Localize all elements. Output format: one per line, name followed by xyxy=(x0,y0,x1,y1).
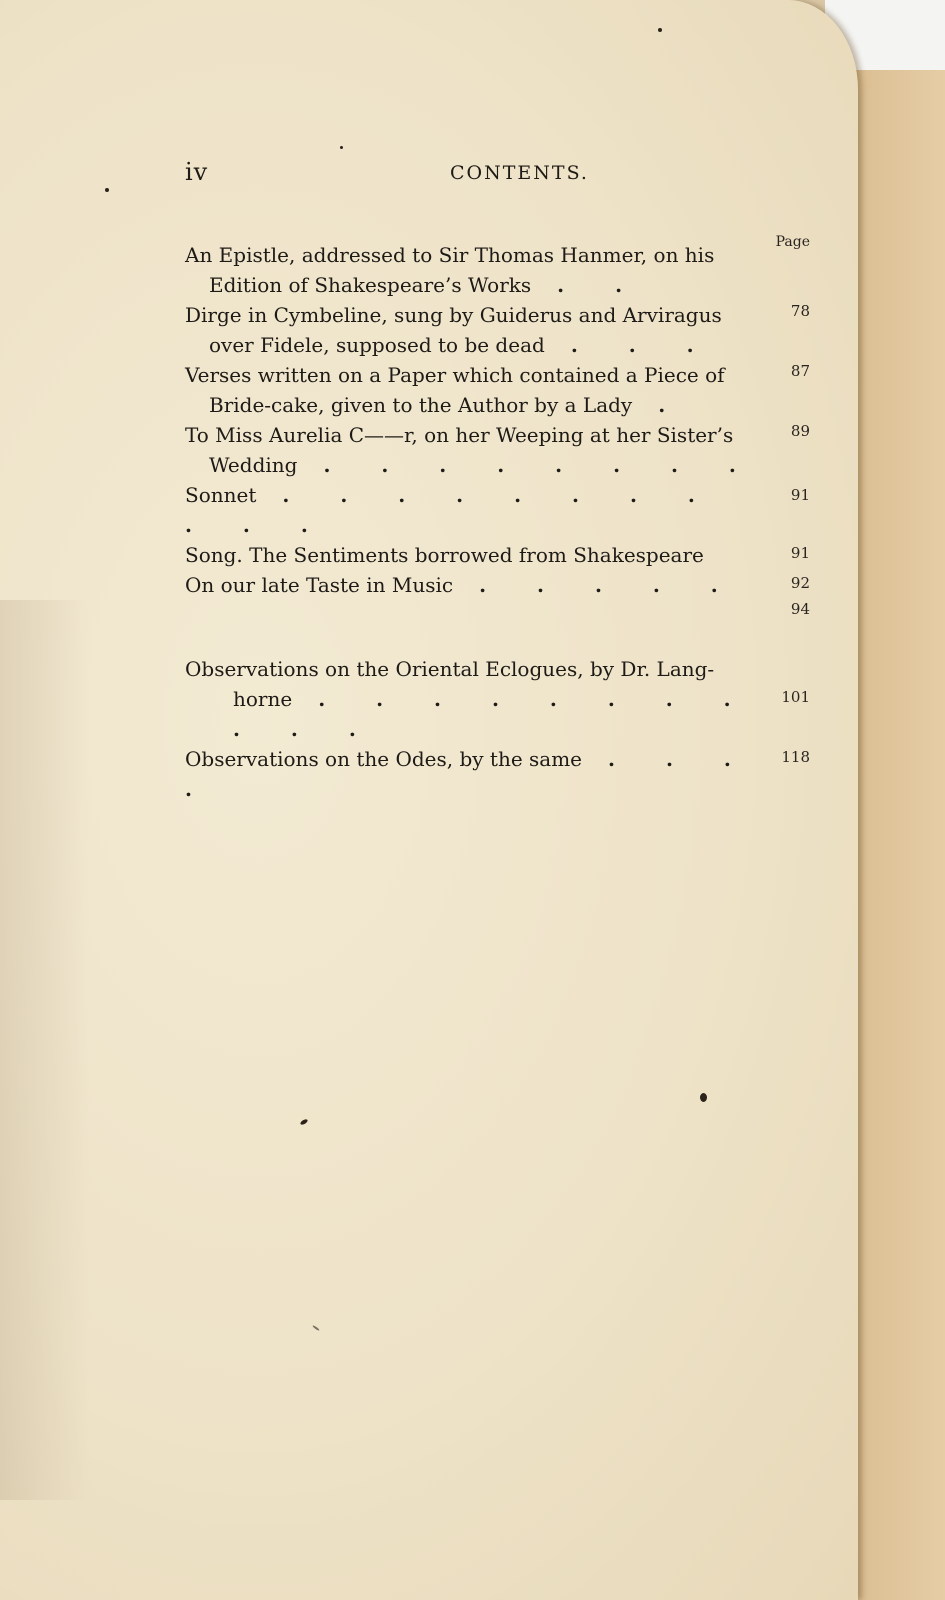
entry-page-number: 101 xyxy=(781,688,810,706)
page-column-label: Page xyxy=(775,234,810,250)
toc-entry xyxy=(185,360,810,420)
page-folio: iv xyxy=(185,158,209,186)
dot-leader: . . . . . . . . . . . xyxy=(233,687,753,741)
dot-leader: . xyxy=(658,393,688,417)
entry-page-number: 92 xyxy=(790,574,810,592)
entry-title: Observations on the Odes, by the same . . . . xyxy=(185,747,753,801)
entry-title: Observations on the Oriental Eclogues, by Dr. Lang- xyxy=(185,657,715,681)
paper-speck xyxy=(700,1093,707,1102)
entry-title: An Epistle, addressed to Sir Thomas Hanmer, on his xyxy=(185,243,715,267)
entry-page-number: 118 xyxy=(781,748,810,766)
entry-title: Song. The Sentiments borrowed from Shakespeare xyxy=(185,543,704,567)
toc-entry xyxy=(185,300,810,360)
paper-speck xyxy=(340,146,343,149)
toc-entry xyxy=(185,540,810,570)
toc-entry xyxy=(185,420,810,480)
entry-page-number: 94 xyxy=(790,600,810,618)
paper-speck xyxy=(658,28,662,32)
dot-leader: . . xyxy=(557,273,645,297)
entry-page-number: 91 xyxy=(790,486,810,504)
section-gap xyxy=(185,626,810,654)
toc-entry xyxy=(185,654,810,744)
entry-title: Verses written on a Paper which contained a Piece of xyxy=(185,363,725,387)
entry-page-number: 89 xyxy=(790,422,810,440)
entry-page-number: 78 xyxy=(790,302,810,320)
dot-leader: . . . . . . . . xyxy=(323,453,758,477)
dot-leader: . . . . xyxy=(185,747,753,801)
toc-entry xyxy=(185,744,810,804)
dot-leader: . . . . . xyxy=(479,573,740,597)
dot-leader: . . . . . . . . . . . xyxy=(185,483,717,537)
toc-entry xyxy=(185,234,810,300)
table-of-contents xyxy=(185,234,810,804)
entry-title: To Miss Aurelia C——r, on her Weeping at her Sister’s xyxy=(185,423,734,447)
page-shadow xyxy=(0,600,90,1500)
entry-title-continued: Bride-cake, given to the Author by a Lady . xyxy=(209,393,688,417)
paper-speck xyxy=(300,1118,309,1125)
paper-speck xyxy=(312,1325,320,1331)
entry-title-continued: Edition of Shakespeare’s Works . . xyxy=(209,273,645,297)
toc-entry xyxy=(185,480,810,540)
toc-entry xyxy=(185,600,810,626)
running-head: CONTENTS. xyxy=(450,162,589,184)
entry-page-number: 87 xyxy=(790,362,810,380)
entry-title: Sonnet . . . . . . . . . . . xyxy=(185,483,717,537)
entry-title-continued: Wedding . . . . . . . . xyxy=(209,453,758,477)
entry-title-continued: horne . . . . . . . . . . . xyxy=(233,687,753,741)
entry-title-continued: over Fidele, supposed to be dead . . . xyxy=(209,333,716,357)
entry-title: On our late Taste in Music . . . . . xyxy=(185,573,740,597)
entry-title: Dirge in Cymbeline, sung by Guiderus and Arviragus xyxy=(185,303,722,327)
dot-leader: . . . xyxy=(570,333,716,357)
entry-page-number: 91 xyxy=(790,544,810,562)
paper-speck xyxy=(105,188,109,192)
toc-entry xyxy=(185,570,810,600)
